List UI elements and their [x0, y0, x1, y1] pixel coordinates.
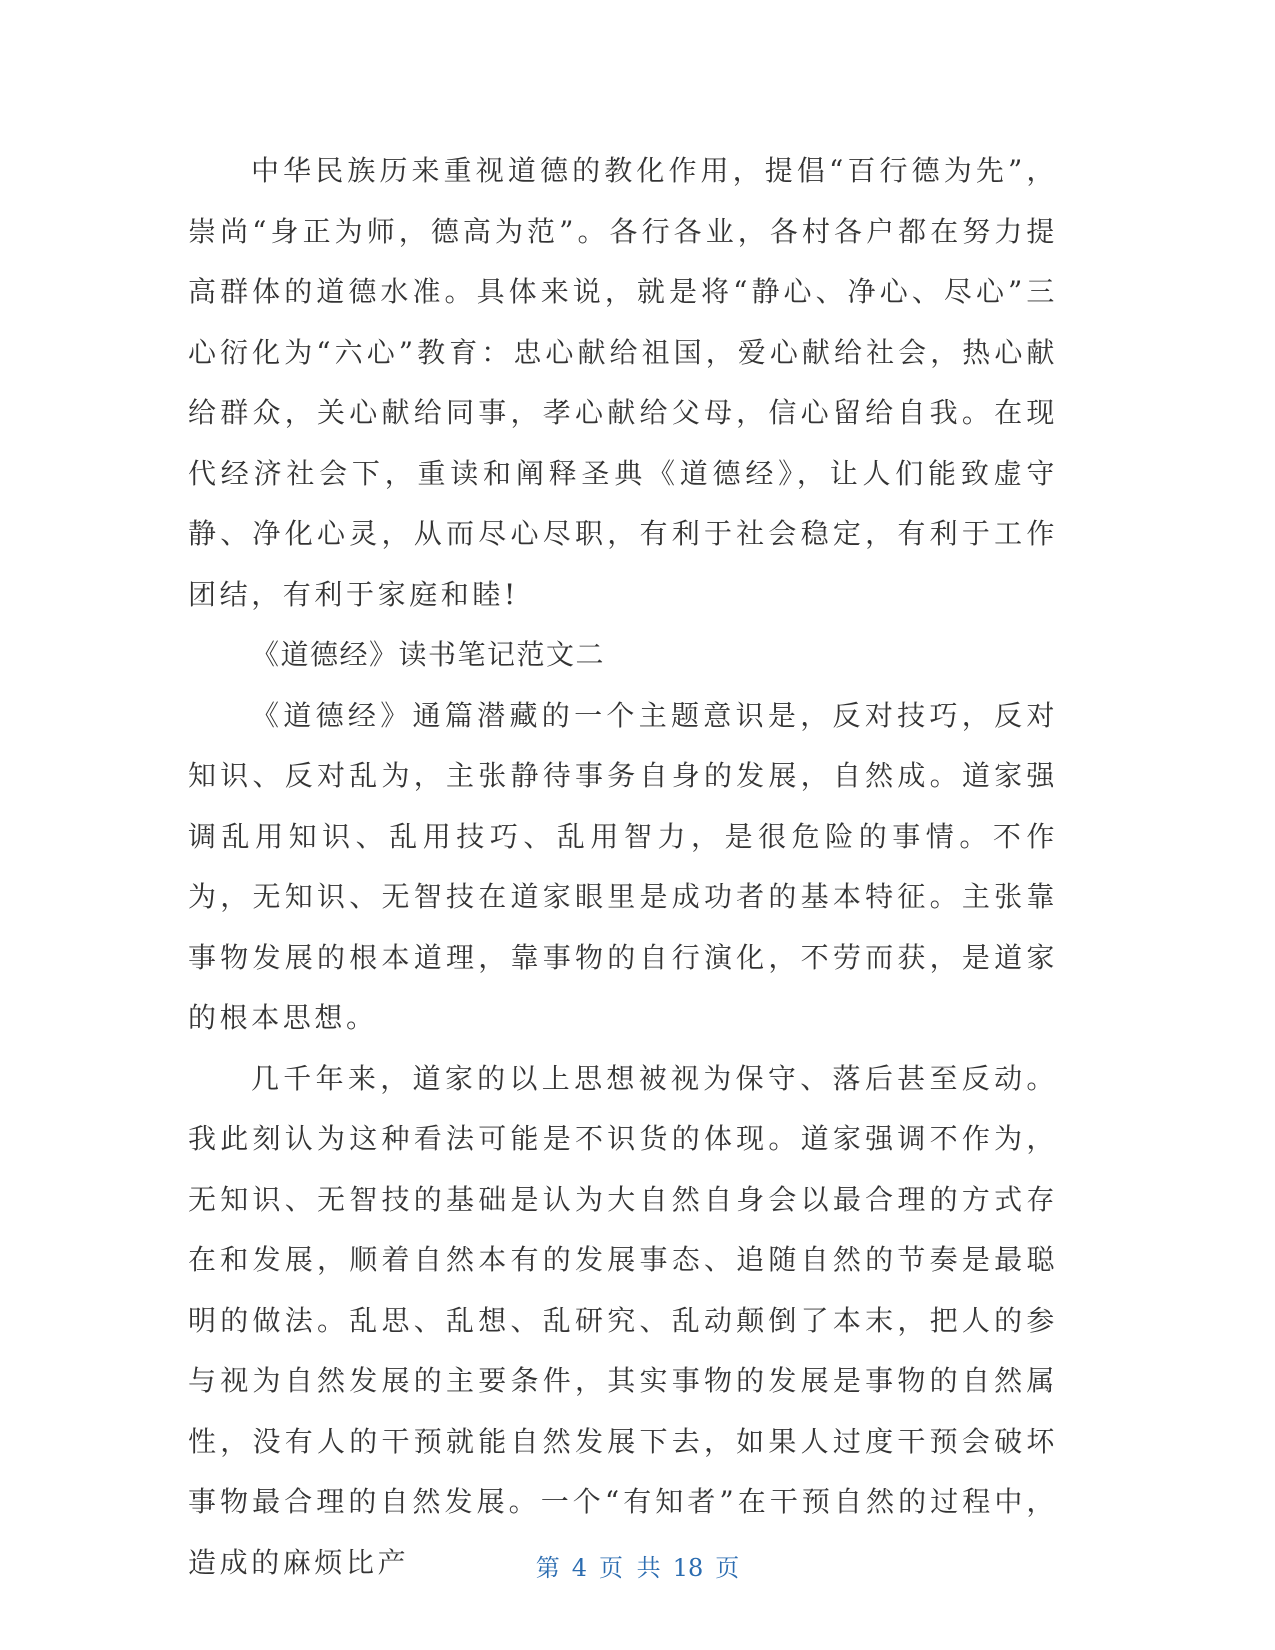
- footer-suffix: 页: [715, 1554, 740, 1582]
- paragraph-moral-education: 中华民族历来重视道德的教化作用，提倡“百行德为先”，崇尚“身正为师，德高为范”。各行各业，各村各户都在努力提高群体的道德水准。具体来说，就是将“静心、净心、尽心”三心衍化为“六心”教育：忠心献给祖国，爱心献给社会，热心献给群众，关心献给同事，孝心献给父母，信心留给自我。在现代经济社会下，重读和阐释圣典《道德经》，让人们能致虚守静、净化心灵，从而尽心尽职，有利于社会稳定，有利于工作团结，有利于家庭和睦!: [188, 154, 1058, 611]
- footer-middle: 页 共: [599, 1554, 661, 1582]
- footer-total-pages: 18: [672, 1554, 704, 1582]
- footer-prefix: 第: [535, 1554, 560, 1582]
- footer-current-page: 4: [571, 1554, 588, 1582]
- paragraph-main-theme: 《道德经》通篇潜藏的一个主题意识是，反对技巧，反对知识、反对乱为，主张静待事务自身的发展，自然成。道家强调乱用知识、乱用技巧、乱用智力，是很危险的事情。不作为，无知识、无智技在道家眼里是成功者的基本特征。主张靠事物发展的根本道理，靠事物的自行演化，不劳而获，是道家的根本思想。: [188, 698, 1058, 1034]
- page-number-footer: [0, 1548, 1275, 1583]
- section-heading: 《道德经》读书笔记范文二: [251, 638, 606, 671]
- page-body: [188, 141, 1058, 1593]
- paragraph-taoist-thought: 几千年来，道家的以上思想被视为保守、落后甚至反动。我此刻认为这种看法可能是不识货的体现。道家强调不作为，无知识、无智技的基础是认为大自然自身会以最合理的方式存在和发展，顺着自然本有的发展事态、追随自然的节奏是最聪明的做法。乱思、乱想、乱研究、乱动颠倒了本末，把人的参与视为自然发展的主要条件，其实事物的发展是事物的自然属性，没有人的干预就能自然发展下去，如果人过度干预会破坏事物最合理的自然发展。一个“有知者”在干预自然的过程中，造成的麻烦比产: [188, 1061, 1058, 1579]
